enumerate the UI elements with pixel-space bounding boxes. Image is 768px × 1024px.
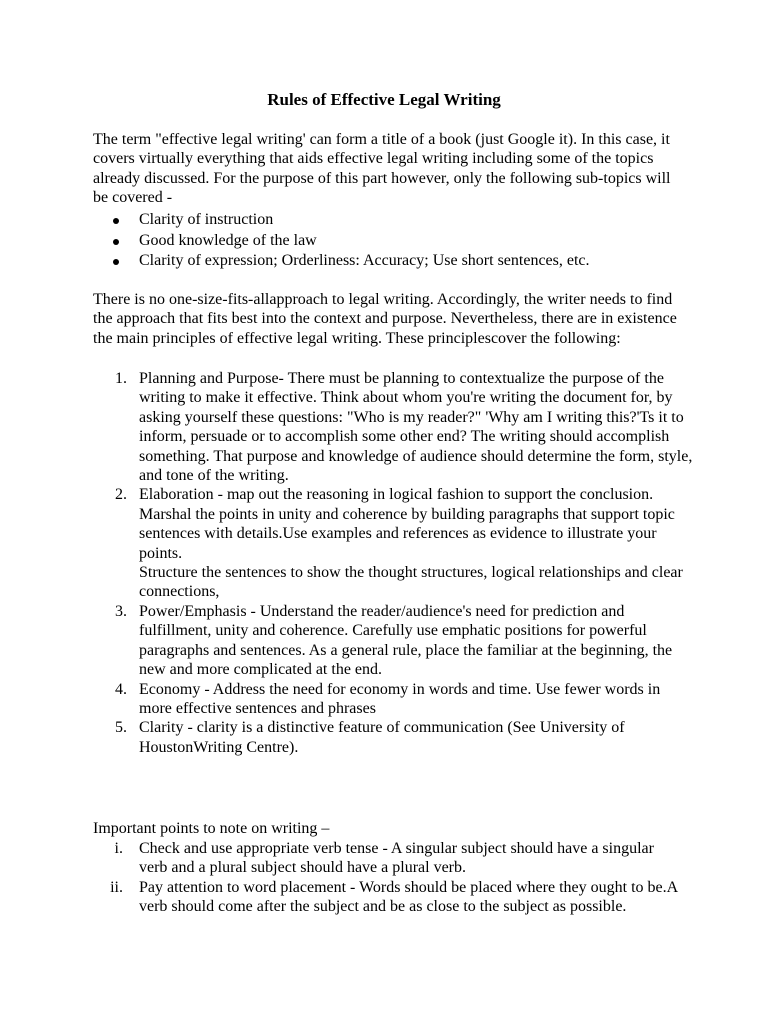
principle-item [115, 602, 694, 680]
document-title: Rules of Effective Legal Writing [267, 90, 501, 109]
principles-numbered-list [115, 369, 694, 757]
principle-number: 3. [115, 602, 127, 620]
writing-point-item [110, 878, 679, 917]
principle-paragraph: Power/Emphasis - Understand the reader/audience's need for prediction and fulfillment, unity and coherence. Carefully use emphatic positions for powerful paragraphs and sentences. As a general rule, place the familiar at the beginning, the new and more complicated at the end. [139, 602, 673, 679]
bullet-item-text: Good knowledge of the law [139, 231, 317, 249]
principle-number: 4. [115, 680, 127, 698]
writing-point-item [114, 839, 679, 878]
principle-paragraph: Planning and Purpose- There must be planning to contextualize the purpose of the writing to make it effective. Think about whom you're writing the document for, by asking yourself these questions: "Who is my reader?" 'Why am I writing this?'Ts it to inform, persuade or to accomplish some other end? The writing should accomplish something. That purpose and knowledge of audience should determine the form, style, and tone of the writing. [139, 370, 693, 485]
bullet-dot-icon [113, 239, 119, 245]
bullet-item-text: Clarity of expression; Orderliness: Accuracy; Use short sentences, etc. [139, 252, 590, 269]
principle-paragraph: Structure the sentences to show the thought structures, logical relationships and clear connections, [139, 564, 683, 601]
writing-point-number: ii. [110, 878, 123, 896]
bullet-item [139, 210, 699, 231]
principle-number: 5. [115, 719, 127, 737]
writing-point-text: Check and use appropriate verb tense - A singular subject should have a singular verb and a plural subject should have a plural verb. [139, 840, 654, 877]
principles-intro-paragraph: There is no one-size-fits-allapproach to legal writing. Accordingly, the writer needs to find the approach that fits best into the context and purpose. Nevertheless, there are in existence the main principles of effective legal writing. These principlescover the following: [93, 291, 677, 347]
principle-item [115, 718, 694, 757]
principle-item [115, 485, 694, 601]
principle-number: 1. [115, 370, 127, 387]
bullet-dot-icon [113, 218, 119, 224]
writing-point-number: i. [114, 840, 123, 857]
points-intro-paragraph: Important points to note on writing – [93, 820, 330, 837]
writing-point-text: Pay attention to word placement - Words should be placed where they ought to be.A verb should come after the subject and be as close to the subject as possible. [139, 878, 678, 916]
principle-number: 2. [115, 486, 127, 504]
writing-points-list [110, 839, 679, 917]
bullet-item [139, 251, 699, 272]
bullet-dot-icon [113, 259, 119, 265]
principle-item [115, 369, 694, 485]
principle-paragraph: Marshal the points in unity and coherence by building paragraphs that support topic sentences with details.Use examples and references as evidence to illustrate your points. [139, 505, 675, 562]
bullet-item-text: Clarity of instruction [139, 211, 274, 228]
principle-paragraph: Elaboration - map out the reasoning in logical fashion to support the conclusion. [139, 486, 654, 504]
bullet-item [139, 231, 699, 252]
subtopic-bullet-list [139, 210, 699, 272]
principle-paragraph: Economy - Address the need for economy in words and time. Use fewer words in more effective sentences and phrases [139, 680, 661, 717]
intro-paragraph: The term "effective legal writing' can form a title of a book (just Google it). In this case, it covers virtually everything that aids effective legal writing including some of the topics already discussed. For the purpose of this part however, only the following sub-topics will be covered - [93, 131, 671, 207]
principle-paragraph: Clarity - clarity is a distinctive feature of communication (See University of HoustonWriting Centre). [139, 719, 625, 756]
principle-item [115, 680, 694, 719]
